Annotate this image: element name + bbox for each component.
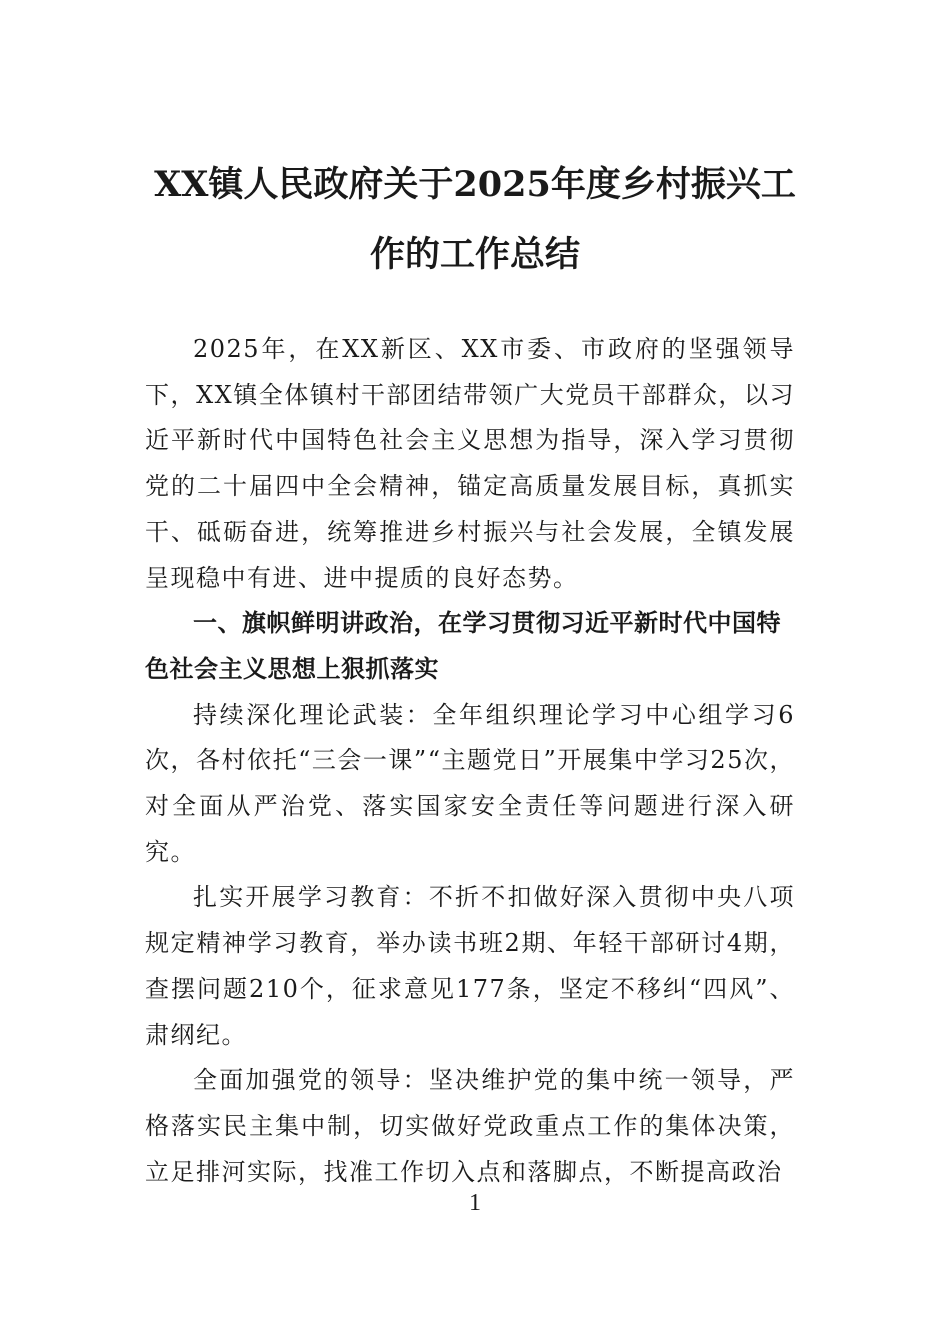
document-title: XX镇人民政府关于2025年度乡村振兴工作的工作总结 (154, 164, 796, 275)
paragraph-intro: 2025年，在XX新区、XX市委、市政府的坚强领导下，XX镇全体镇村干部团结带领广大党员干部群众，以习近平新时代中国特色社会主义思想为指导，深入学习贯彻党的二十届四中全会精神，锚定高质量发展目标，真抓实干、砥砺奋进，统筹推进乡村振兴与社会发展，全镇发展呈现稳中有进、进中提质的良好态势。 (145, 335, 795, 592)
page-number: 1 (469, 1190, 481, 1216)
document-body (145, 327, 795, 1195)
section-heading-1: 一、旗帜鲜明讲政治，在学习贯彻习近平新时代中国特色社会主义思想上狠抓落实 (145, 609, 781, 683)
paragraph-party-leadership: 全面加强党的领导：坚决维护党的集中统一领导，严格落实民主集中制，切实做好党政重点工作的集体决策，立足排河实际，找准工作切入点和落脚点，不断提高政治 (145, 1066, 795, 1186)
paragraph-education: 扎实开展学习教育：不折不扣做好深入贯彻中央八项规定精神学习教育，举办读书班2期、年轻干部研讨4期，查摆问题210个，征求意见177条，坚定不移纠“四风”、肃纲纪。 (145, 883, 795, 1049)
paragraph-theory-study: 持续深化理论武装：全年组织理论学习中心组学习6次，各村依托“三会一课”“主题党日”开展集中学习25次，对全面从严治党、落实国家安全责任等问题进行深入研究。 (145, 700, 795, 866)
